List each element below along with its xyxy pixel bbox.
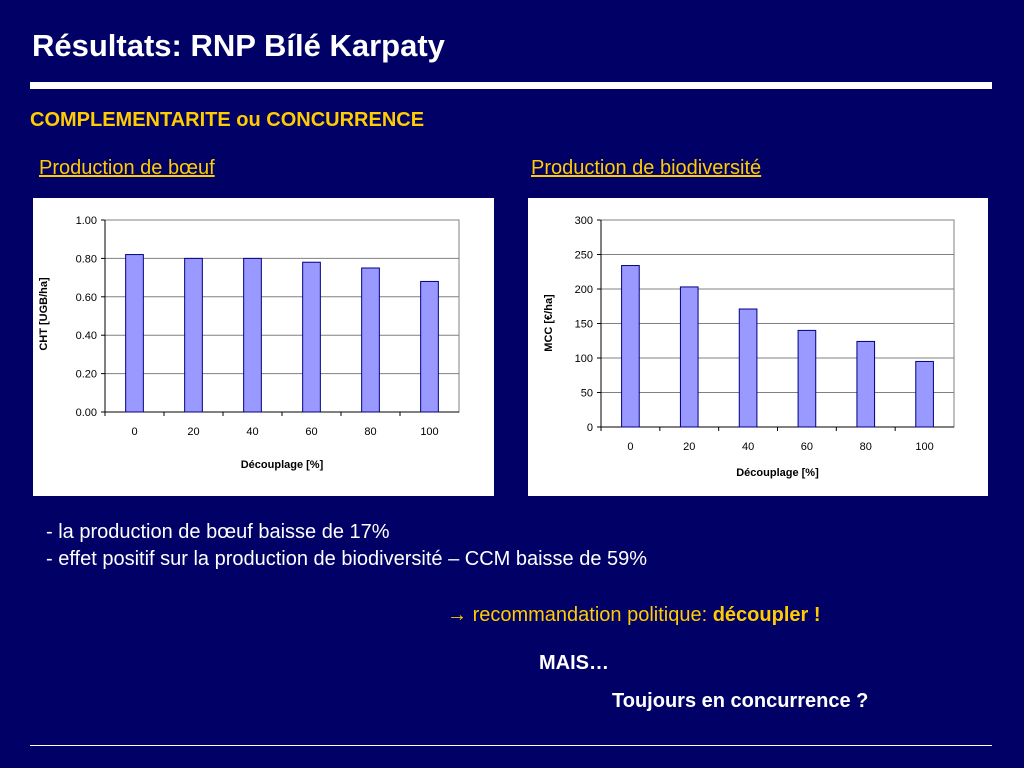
bar xyxy=(739,309,757,427)
y-tick-label: 0.40 xyxy=(75,330,97,343)
x-tick-label: 0 xyxy=(627,441,634,453)
bar xyxy=(303,262,321,412)
x-tick-label: 80 xyxy=(859,441,872,453)
policy-recommendation xyxy=(447,604,821,627)
biodiversity-chart-panel xyxy=(528,198,988,496)
right-chart-heading: Production de biodiversité xyxy=(531,157,762,179)
bullet-beef: - la production de bœuf baisse de 17% xyxy=(46,521,390,543)
beef-production-chart xyxy=(33,198,494,496)
y-tick-label: 0.00 xyxy=(75,407,97,419)
y-axis-label: MCC [€/ha] xyxy=(543,294,555,352)
bar xyxy=(680,287,698,427)
x-tick-label: 0 xyxy=(131,426,138,438)
x-tick-label: 60 xyxy=(305,426,318,438)
result-bullets xyxy=(46,519,647,573)
bullet-biodiversity: - effet positif sur la production de biodiversité – CCM baisse de 59% xyxy=(46,548,648,570)
y-tick-label: 250 xyxy=(574,249,593,262)
x-tick-label: 40 xyxy=(741,441,755,453)
y-tick-label: 1.00 xyxy=(75,215,97,227)
left-chart-heading: Production de bœuf xyxy=(39,157,215,179)
beef-chart-panel xyxy=(33,198,494,496)
y-tick-label: 100 xyxy=(574,353,593,365)
x-tick-label: 40 xyxy=(246,426,259,438)
y-tick-label: 50 xyxy=(580,387,593,400)
x-tick-label: 20 xyxy=(187,426,200,438)
recommendation-emphasis: découpler ! xyxy=(712,604,821,626)
bar xyxy=(857,341,875,427)
y-axis-label: CHT [UGB/ha] xyxy=(38,277,50,351)
plot-area xyxy=(105,220,459,412)
x-tick-label: 80 xyxy=(364,426,377,438)
bar xyxy=(185,258,203,412)
y-tick-label: 0 xyxy=(586,422,593,434)
y-tick-label: 0.60 xyxy=(75,291,97,304)
question-text: Toujours en concurrence ? xyxy=(612,690,869,712)
recommendation-text: recommandation politique: xyxy=(472,604,708,626)
slide-title: Résultats: RNP Bílé Karpaty xyxy=(32,28,445,63)
x-axis-label: Découplage [%] xyxy=(240,459,324,471)
x-tick-label: 100 xyxy=(420,426,439,438)
x-tick-label: 20 xyxy=(683,441,696,453)
y-tick-label: 200 xyxy=(574,284,593,296)
x-tick-label: 60 xyxy=(800,441,814,453)
x-axis-label: Découplage [%] xyxy=(736,467,819,479)
bar xyxy=(916,361,934,427)
slide-subtitle: COMPLEMENTARITE ou CONCURRENCE xyxy=(30,109,425,131)
footer-divider xyxy=(30,745,992,746)
bar xyxy=(362,268,380,412)
bar xyxy=(421,281,439,412)
title-divider xyxy=(30,82,992,89)
bar xyxy=(126,255,144,412)
y-tick-label: 300 xyxy=(574,215,593,227)
x-tick-label: 100 xyxy=(915,441,934,453)
y-tick-label: 0.20 xyxy=(75,368,97,381)
y-tick-label: 0.80 xyxy=(75,253,97,266)
arrow-icon: → xyxy=(447,604,467,626)
mais-text: MAIS… xyxy=(539,652,609,674)
bar xyxy=(244,258,262,412)
biodiversity-production-chart xyxy=(528,198,988,496)
bar xyxy=(798,330,816,427)
y-tick-label: 150 xyxy=(574,318,593,331)
bar xyxy=(622,266,640,427)
